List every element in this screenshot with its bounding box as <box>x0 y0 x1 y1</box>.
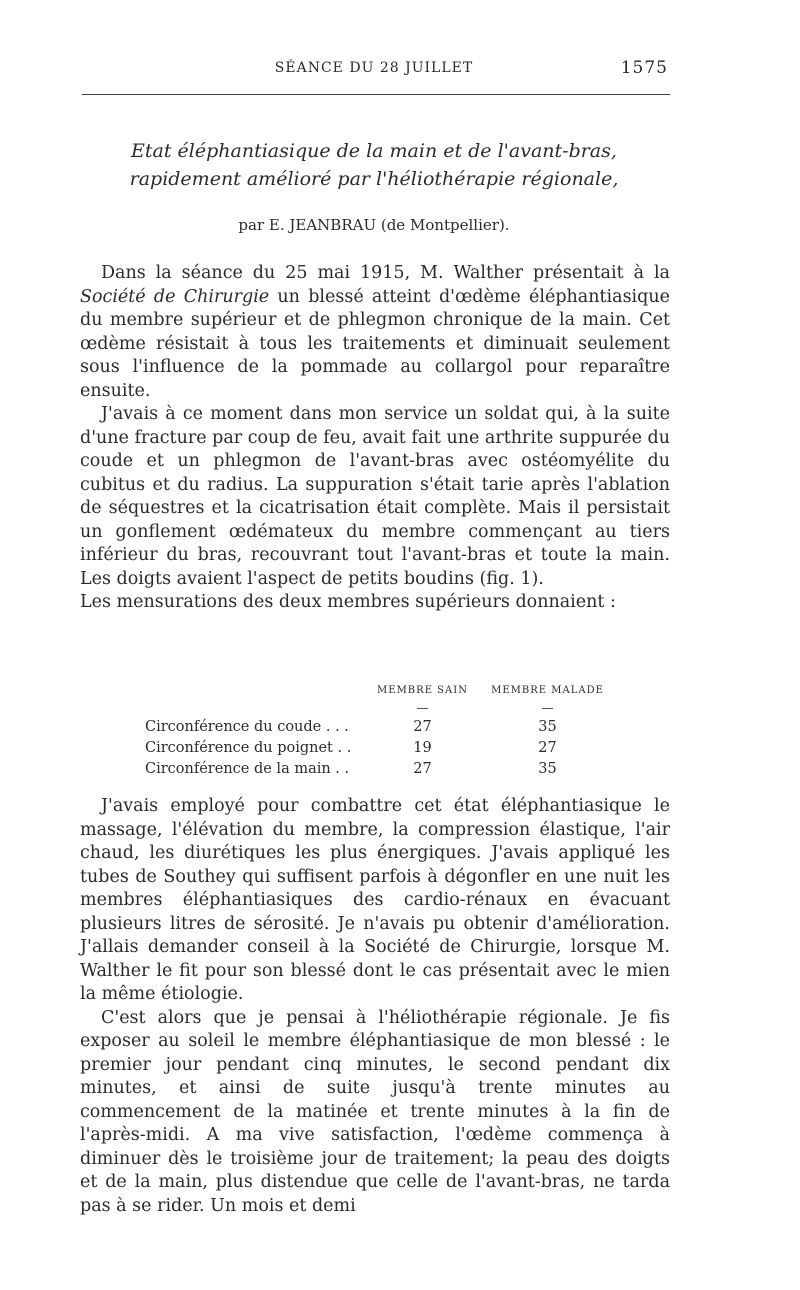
table-header-empty <box>145 680 365 700</box>
article-title-line-1: Etat éléphantiasique de la main et de l'avant-bras, <box>131 140 617 162</box>
paragraph-text: un blessé atteint d'œdème éléphantiasique du membre supérieur et de phlegmon chronique de la main. Cet œdème résistait à tous les traitements et diminuait seulement sous l'influence de la pommade au collargol pour reparaître ensuite. <box>80 286 670 401</box>
paragraph-text: Dans la séance du 25 mai 1915, M. Walther présentait à la <box>101 263 670 283</box>
running-header <box>80 60 668 84</box>
dash-mark: — <box>416 701 429 715</box>
header-rule <box>82 94 670 95</box>
table-row <box>145 758 615 779</box>
page-number: 1575 <box>620 58 668 78</box>
table-row <box>145 737 615 758</box>
column-header-healthy-limb: MEMBRE SAIN <box>377 684 468 696</box>
paragraph <box>80 262 670 403</box>
measurements-table <box>145 680 615 779</box>
sick-value: 35 <box>538 760 557 777</box>
row-label: Circonférence du poignet . . <box>145 739 352 756</box>
row-label: Circonférence du coude . . . <box>145 718 349 735</box>
paragraph: C'est alors que je pensai à l'héliothérapie régionale. Je fis exposer au soleil le membre éléphantiasique de mon blessé : le premier jour pendant cinq minutes, le second pendant dix minutes, et ainsi de suite jusqu'à trente minutes au commencement de la matinée et trente minutes à la fin de l'après-midi. A ma vive satisfaction, l'œdème commença à diminuer dès le troisième jour de traitement; la peau des doigts et de la main, plus distendue que celle de l'avant-bras, ne tarda pas à se rider. Un mois et demi <box>80 1007 670 1216</box>
dash-empty <box>145 700 365 716</box>
running-title: SÉANCE DU 28 JUILLET <box>274 60 474 76</box>
table-header-row <box>145 680 615 700</box>
table-row <box>145 716 615 737</box>
healthy-value: 27 <box>413 760 432 777</box>
body-text-before-table <box>80 262 670 615</box>
paragraph: J'avais à ce moment dans mon service un soldat qui, à la suite d'une fracture par coup de feu, avait fait une arthrite suppurée du coude et un phlegmon de l'avant-bras avec ostéomyélite du cubitus et du radius. La suppuration s'était tarie après l'ablation de séquestres et la cicatrisation était complète. Mais il persistait un gonflement œdémateux du membre commençant au tiers inférieur du bras, recouvrant tout l'avant-bras et toute la main. Les doigts avaient l'aspect de petits boudins (fig. 1). <box>80 404 670 589</box>
body-text-after-table <box>80 795 670 1218</box>
paragraph: J'avais employé pour combattre cet état éléphantiasique le massage, l'élévation du membre, la compression élastique, l'air chaud, les diurétiques les plus énergiques. J'avais appliqué les tubes de Southey qui suffisent parfois à dégonfler en une nuit les membres éléphantiasiques des cardio-rénaux en évacuant plusieurs litres de sérosité. Je n'avais pu obtenir d'amélioration. J'allais demander conseil à la Société de Chirurgie, lorsque M. Walther le fit pour son blessé dont le cas présentait avec le mien la même étiologie. <box>80 796 670 1004</box>
row-label: Circonférence de la main . . <box>145 760 350 777</box>
healthy-value: 27 <box>413 718 432 735</box>
healthy-value: 19 <box>413 739 432 756</box>
sick-value: 35 <box>538 718 557 735</box>
article-author: par E. JEANBRAU (de Montpellier). <box>238 216 510 234</box>
dash-mark: — <box>541 701 554 715</box>
table-dash-row <box>145 700 615 716</box>
article-title-line-2: rapidement amélioré par l'héliothérapie régionale, <box>129 168 619 190</box>
column-header-sick-limb: MEMBRE MALADE <box>491 684 604 696</box>
society-name: Société de Chirurgie <box>80 286 270 307</box>
article-title <box>80 137 668 193</box>
paragraph: Les mensurations des deux membres supérieurs donnaient : <box>80 592 616 612</box>
sick-value: 27 <box>538 739 557 756</box>
